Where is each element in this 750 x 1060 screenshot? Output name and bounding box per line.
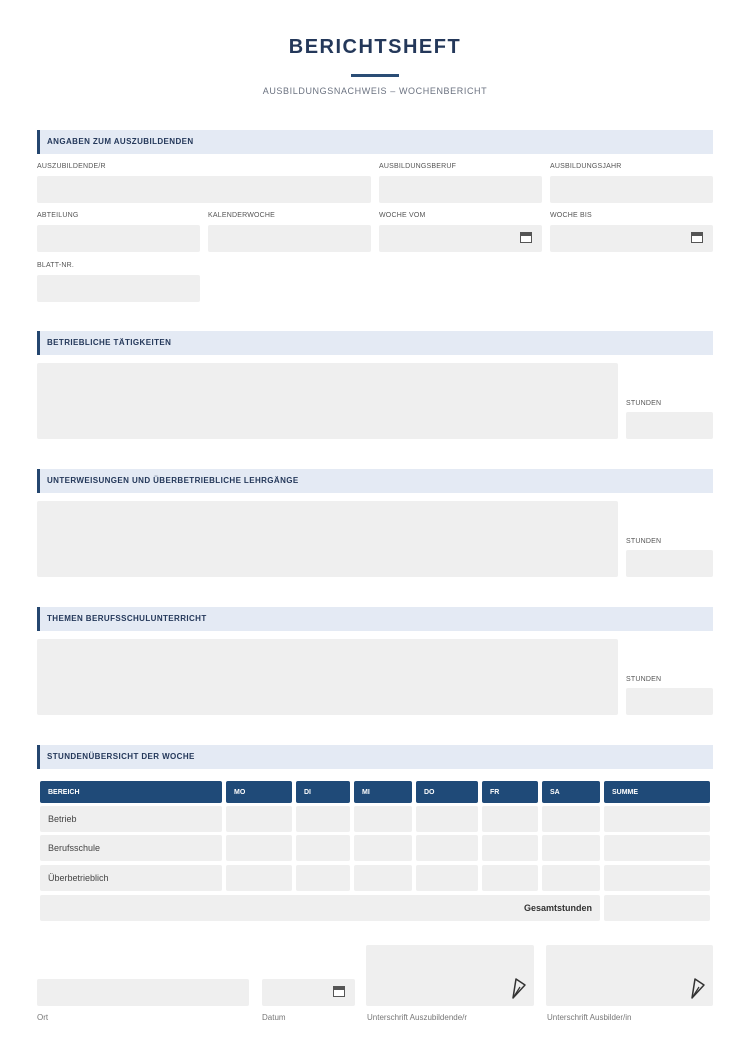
woche-vom-date-field[interactable]: [379, 225, 542, 252]
table-row-label-betrieb: Betrieb: [40, 806, 222, 832]
cell-berufsschule-di[interactable]: [296, 835, 350, 861]
cell-ueberbetrieblich-di[interactable]: [296, 865, 350, 891]
section-header-betrieblich: [37, 331, 713, 355]
title-underline: [351, 74, 399, 77]
kalenderwoche-field[interactable]: [208, 225, 371, 252]
woche-bis-date-field[interactable]: [550, 225, 713, 252]
blatt-nr-field[interactable]: [37, 275, 200, 302]
section-title-unterweisungen: UNTERWEISUNGEN UND ÜBERBETRIEBLICHE LEHRGÄNGE: [47, 476, 299, 485]
cell-berufsschule-summe[interactable]: [604, 835, 710, 861]
label-ort: Ort: [37, 1013, 49, 1022]
ausbildungsjahr-field[interactable]: [550, 176, 713, 203]
label-datum: Datum: [262, 1013, 286, 1022]
cell-berufsschule-do[interactable]: [416, 835, 478, 861]
table-header-mo: MO: [226, 781, 292, 803]
cell-berufsschule-fr[interactable]: [482, 835, 538, 861]
cell-betrieb-sa[interactable]: [542, 806, 600, 832]
stunden-unterweisungen-field[interactable]: [626, 550, 713, 577]
calendar-icon[interactable]: [691, 232, 703, 243]
label-stunden-betrieblich: STUNDEN: [626, 400, 662, 407]
signature-azubi-field[interactable]: [366, 945, 534, 1006]
cell-ueberbetrieblich-do[interactable]: [416, 865, 478, 891]
label-stunden-unterweisungen: STUNDEN: [626, 538, 662, 545]
stunden-betrieblich-field[interactable]: [626, 412, 713, 439]
cell-ueberbetrieblich-mi[interactable]: [354, 865, 412, 891]
section-title-betrieblich: BETRIEBLICHE TÄTIGKEITEN: [47, 338, 172, 347]
calendar-icon[interactable]: [333, 986, 345, 997]
section-title-uebersicht: STUNDENÜBERSICHT DER WOCHE: [47, 752, 195, 761]
cell-betrieb-di[interactable]: [296, 806, 350, 832]
cell-betrieb-do[interactable]: [416, 806, 478, 832]
auszubildende-field[interactable]: [37, 176, 371, 203]
calendar-icon[interactable]: [520, 232, 532, 243]
cell-berufsschule-sa[interactable]: [542, 835, 600, 861]
abteilung-field[interactable]: [37, 225, 200, 252]
label-auszubildende: AUSZUBILDENDE/R: [37, 163, 106, 170]
label-blatt-nr: BLATT-NR.: [37, 262, 75, 269]
section-header-angaben: [37, 130, 713, 154]
stunden-berufsschule-field[interactable]: [626, 688, 713, 715]
label-ausbildungsjahr: AUSBILDUNGSJAHR: [550, 163, 622, 170]
section-title-berufsschule: THEMEN BERUFSSCHULUNTERRICHT: [47, 614, 207, 623]
label-woche-bis: WOCHE BIS: [550, 212, 592, 219]
table-header-di: DI: [296, 781, 350, 803]
section-header-unterweisungen: [37, 469, 713, 493]
section-title-angaben: ANGABEN ZUM AUSZUBILDENDEN: [47, 137, 194, 146]
table-header-mi: MI: [354, 781, 412, 803]
datum-date-field[interactable]: [262, 979, 355, 1006]
page-subtitle: AUSBILDUNGSNACHWEIS – WOCHENBERICHT: [262, 86, 488, 96]
cell-betrieb-fr[interactable]: [482, 806, 538, 832]
label-ausbildungsberuf: AUSBILDUNGSBERUF: [379, 163, 457, 170]
signature-ausbilder-field[interactable]: [546, 945, 713, 1006]
section-header-berufsschule: [37, 607, 713, 631]
cell-ueberbetrieblich-sa[interactable]: [542, 865, 600, 891]
pen-icon: [511, 976, 527, 1000]
label-abteilung: ABTEILUNG: [37, 212, 79, 219]
total-value-field[interactable]: [604, 895, 710, 921]
table-header-bereich: BEREICH: [40, 781, 222, 803]
cell-betrieb-mi[interactable]: [354, 806, 412, 832]
table-row-label-berufsschule: Berufsschule: [40, 835, 222, 861]
cell-ueberbetrieblich-fr[interactable]: [482, 865, 538, 891]
cell-berufsschule-mi[interactable]: [354, 835, 412, 861]
berufsschule-textarea[interactable]: [37, 639, 618, 715]
ort-field[interactable]: [37, 979, 249, 1006]
label-kalenderwoche: KALENDERWOCHE: [208, 212, 276, 219]
cell-betrieb-summe[interactable]: [604, 806, 710, 832]
table-header-summe: SUMME: [604, 781, 710, 803]
total-label: Gesamtstunden: [40, 895, 600, 921]
ausbildungsberuf-field[interactable]: [379, 176, 542, 203]
page-title: BERICHTSHEFT: [288, 36, 462, 58]
betrieblich-textarea[interactable]: [37, 363, 618, 439]
table-row-label-ueberbetrieblich: Überbetrieblich: [40, 865, 222, 891]
label-signature-azubi: Unterschrift Auszubildende/r: [367, 1013, 468, 1022]
cell-betrieb-mo[interactable]: [226, 806, 292, 832]
table-header-sa: SA: [542, 781, 600, 803]
label-woche-vom: WOCHE VOM: [379, 212, 426, 219]
unterweisungen-textarea[interactable]: [37, 501, 618, 577]
table-header-do: DO: [416, 781, 478, 803]
label-signature-ausbilder: Unterschrift Ausbilder/in: [547, 1013, 632, 1022]
cell-ueberbetrieblich-summe[interactable]: [604, 865, 710, 891]
section-header-uebersicht: [37, 745, 713, 769]
pen-icon: [690, 976, 706, 1000]
label-stunden-berufsschule: STUNDEN: [626, 676, 662, 683]
cell-berufsschule-mo[interactable]: [226, 835, 292, 861]
cell-ueberbetrieblich-mo[interactable]: [226, 865, 292, 891]
table-header-fr: FR: [482, 781, 538, 803]
